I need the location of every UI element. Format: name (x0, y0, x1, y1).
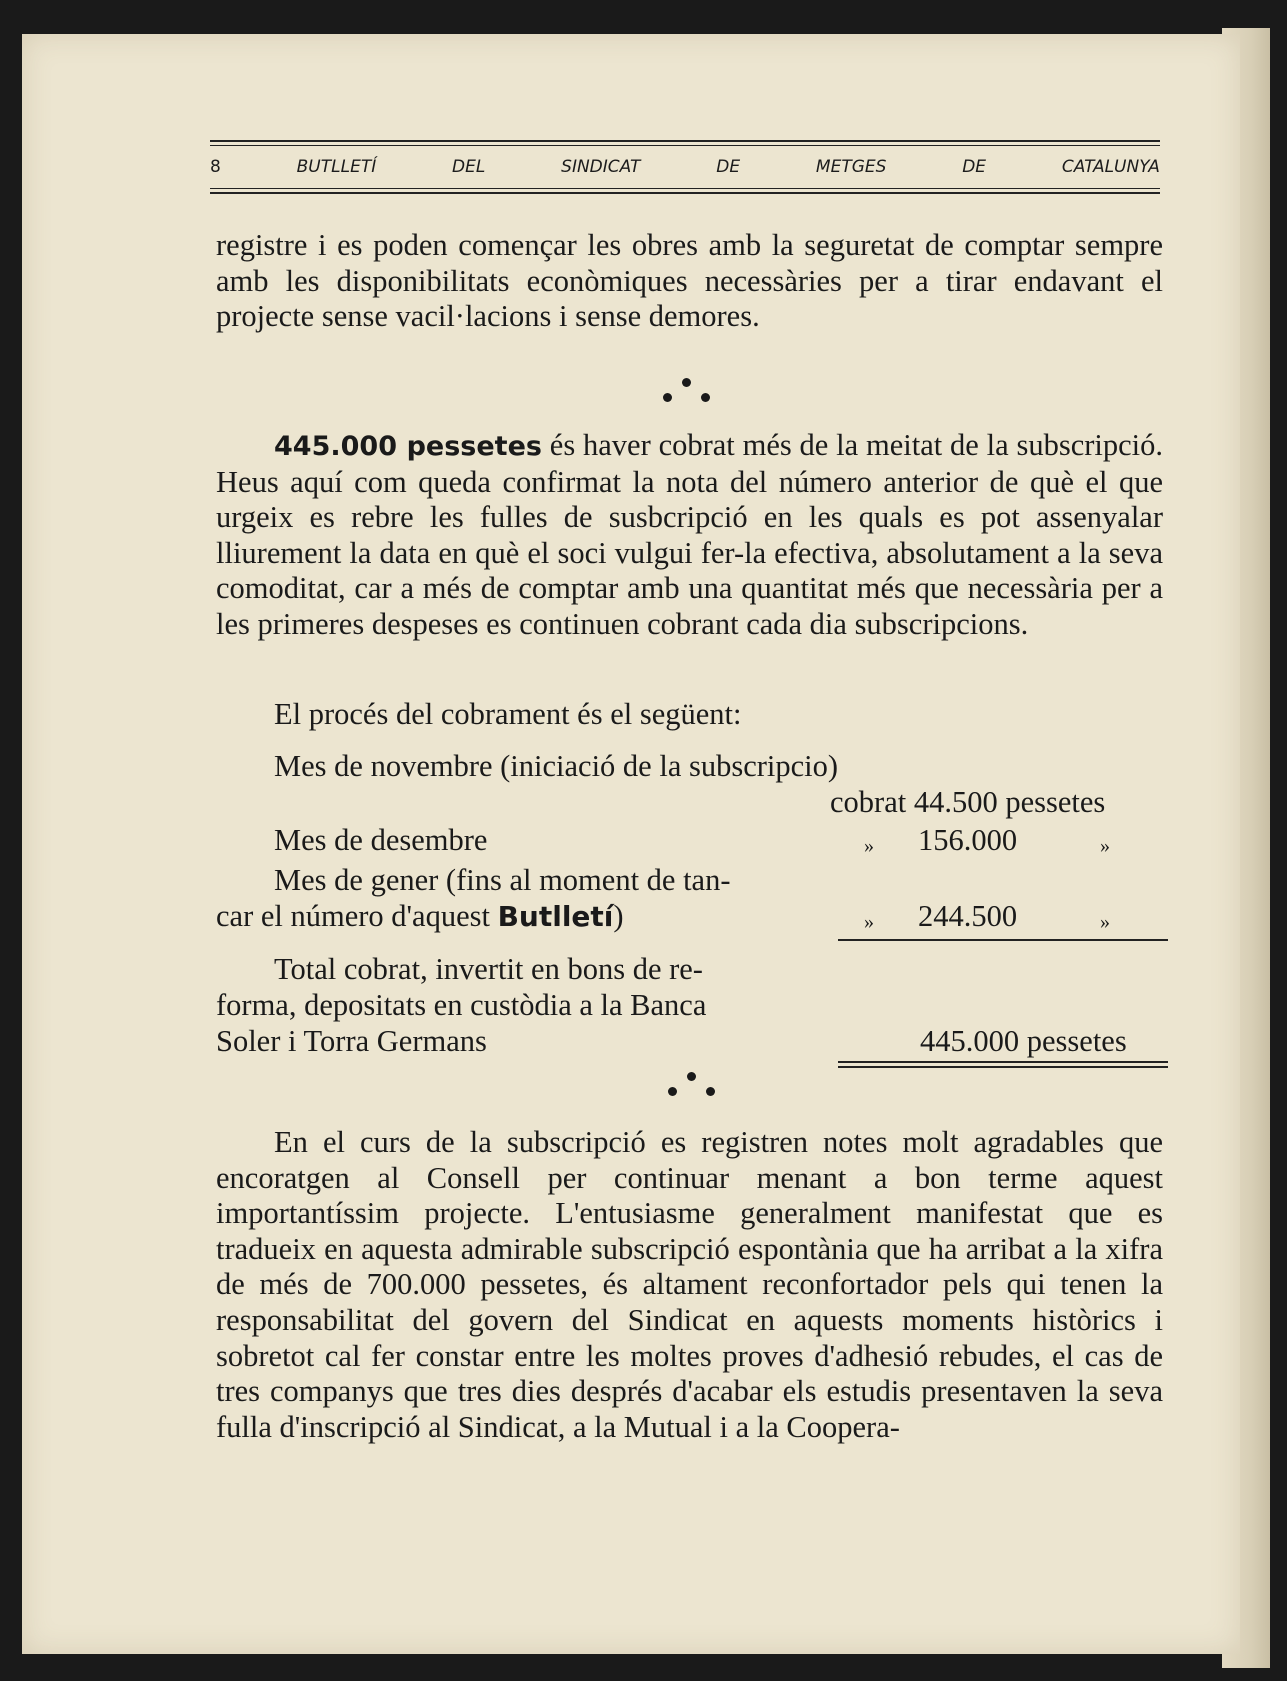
table-row (216, 862, 1166, 898)
header-word: DEL (452, 157, 486, 177)
ditto-mark: » (864, 835, 874, 857)
row-label: Soler i Torra Germans (216, 1024, 487, 1058)
total-value: 445.000 pessetes (920, 1024, 1127, 1058)
table-row (216, 784, 1166, 820)
row-label: Mes de desembre (274, 823, 488, 857)
page-number: 8 (210, 157, 221, 177)
total-rule (838, 1066, 1168, 1068)
header-word: DE (962, 157, 987, 177)
header-title (210, 157, 1160, 177)
row-label: Total cobrat, invertit en bons de re- (274, 952, 703, 986)
table-row (216, 987, 1166, 1023)
row-label: Mes de gener (fins al moment de tan- (274, 863, 731, 897)
subtotal-rule (838, 939, 1168, 941)
running-header (210, 140, 1160, 196)
ditto-mark: » (864, 911, 874, 933)
amount-highlight: 445.000 pessetes (274, 431, 542, 462)
paragraph-3 (216, 1125, 1163, 1445)
paragraph-text: El procés del cobrament és el següent: (274, 697, 742, 731)
row-label: forma, depositats en custòdia a la Banca (216, 988, 707, 1022)
asterism-ornament (662, 1072, 722, 1102)
header-word: CATALUNYA (1061, 157, 1160, 177)
header-word: DE (716, 157, 741, 177)
header-word: METGES (815, 157, 887, 177)
paragraph-text: registre i es poden començar les obres amb la seguretat de comptar sempre amb les disponibilitats econòmiques necessàries per a tirar endavant el projecte sense vacil·lacions i sense demores. (216, 228, 1163, 334)
paragraph-2 (216, 428, 1163, 643)
header-word: SINDICAT (561, 157, 641, 177)
bulletin-name: Butlletí (497, 900, 614, 933)
total-rule (838, 1061, 1168, 1063)
table-row (216, 1023, 1166, 1059)
ditto-mark: » (1100, 835, 1110, 857)
row-label: car el número d'aquest Butlletí) (216, 899, 624, 933)
paragraph-text: En el curs de la subscripció es registren notes molt agradables que encoratgen al Consell per continuar menant a bon terme aquest importantíssim projecte. L'entusiasme generalment manifestat que es tradueix en aquesta admirable subscripció espontània que ha arribat a la xifra de més de 700.000 pessetes, és altament reconfortador pels qui tenen la responsabilitat del govern del Sindicat en aquests moments històrics i sobretot cal fer constar entre les moltes proves d'adhesió rebudes, el cas de tres companys que tres dies després d'acabar els estudis presentaven la seva fulla d'inscripció al Sindicat, a la Mutual i a la Coopera- (216, 1125, 1163, 1444)
table-row (216, 748, 1166, 784)
row-amount: 156.000 (918, 823, 1018, 857)
table-row (216, 951, 1166, 987)
paragraph-1 (216, 228, 1163, 335)
paragraph-text: és haver cobrat més de la meitat de la subscripció. Heus aquí com queda confirmat la nota del número anterior de què el que urgeix es rebre les fulles de susbcripció en les quals es pot assenyalar lliurement la data en què el soci vulgui fer-la efectiva, absolutament a la seva comoditat, car a més de comptar amb una quantitat més que necessària per a les primeres despeses es continuen cobrant cada dia subscripcions. (216, 428, 1163, 641)
table-row (216, 822, 1166, 858)
process-intro (216, 697, 1163, 733)
asterism-ornament (657, 378, 717, 408)
ditto-mark: » (1100, 911, 1110, 933)
table-row (216, 898, 1166, 934)
header-word: BUTLLETÍ (296, 157, 377, 177)
row-amount: 244.500 (918, 899, 1018, 933)
row-value: cobrat 44.500 pessetes (830, 785, 1106, 819)
row-label: Mes de novembre (iniciació de la subscripcio) (274, 749, 839, 783)
